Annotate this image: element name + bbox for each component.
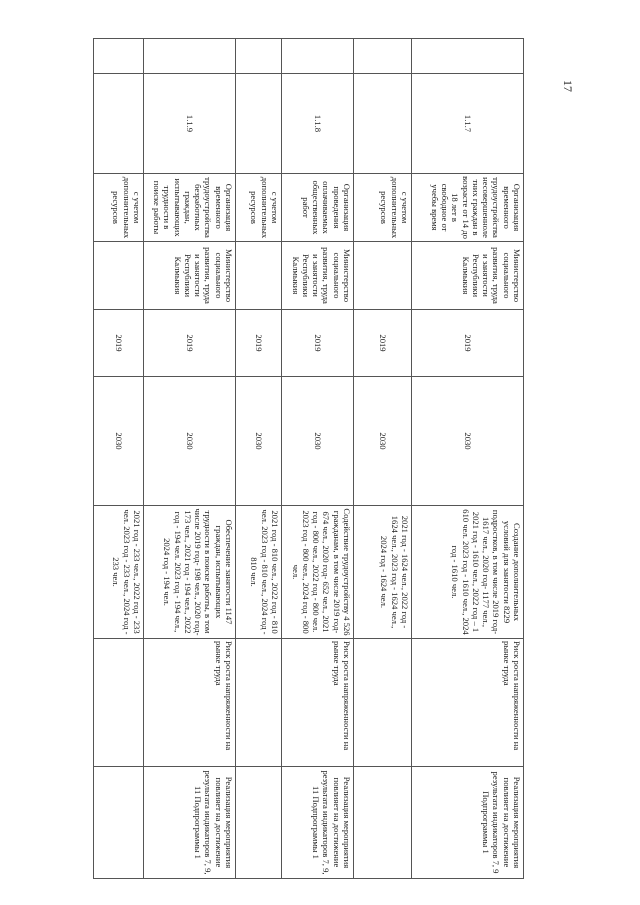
- table-row: [236, 39, 282, 879]
- measure-name: Организация временного трудоустройства безработных граждан, испытывающих трудности в поиске работы: [144, 174, 236, 242]
- rotated-table-container: [94, 38, 524, 878]
- expected-result: 2021 год - 810 чел., 2022 год - 810 чел. 2023 год - 810 чел., 2024 год - 810 чел.: [236, 506, 282, 639]
- measure-name: Организация временного трудоустройства несовершеннолетних граждан в возрасте от 14 до 18 лет в свободное от учебы время: [412, 174, 524, 242]
- impact: Реализация мероприятия повлияет на достижение результата индикаторов 7, 9, 11 Подпрограммы 1: [144, 767, 236, 879]
- impact: [236, 767, 282, 879]
- executor: [94, 242, 144, 310]
- impact: Реализация мероприятия повлияет на достижение результата индикаторов 7, 9, 11 Подпрограммы 1: [282, 767, 354, 879]
- table-row: [94, 39, 144, 879]
- measures-table: [93, 38, 524, 879]
- end-year: 2030: [144, 377, 236, 506]
- executor: Министерство социального развития, труда и занятости Республики Калмыкия: [282, 242, 354, 310]
- start-year: 2019: [282, 310, 354, 377]
- row-number: 1.1.8: [282, 74, 354, 174]
- table-row: [412, 39, 524, 879]
- start-year: 2019: [236, 310, 282, 377]
- empty-cell: [354, 39, 412, 74]
- row-number: 1.1.7: [412, 74, 524, 174]
- empty-cell: [94, 39, 144, 74]
- expected-result: 2021 год - 1624 чел., 2022 год - 1624 чел., 2023 год - 1624 чел., 2024 год - 1624 чел.: [354, 506, 412, 639]
- executor: [236, 242, 282, 310]
- impact: [354, 767, 412, 879]
- empty-cell: [236, 39, 282, 74]
- start-year: 2019: [144, 310, 236, 377]
- expected-result: Обеспечение занятости 1147 граждан, испытывающих трудности в поиске работы, в том числе 2019 год- 198 чел., 2020 год- 173 чел., 2021 год - 194 чел., 2022 год - 194 чел. 2023 год - 194 чел., 2024 год - 194 чел.: [144, 506, 236, 639]
- empty-cell: [412, 39, 524, 74]
- row-number: [354, 74, 412, 174]
- risk: [354, 639, 412, 767]
- measure-name: с учетом дополнительных ресурсов: [354, 174, 412, 242]
- start-year: 2019: [94, 310, 144, 377]
- end-year: 2030: [94, 377, 144, 506]
- empty-cell: [144, 39, 236, 74]
- page-number: 17: [561, 80, 575, 92]
- row-number: [236, 74, 282, 174]
- end-year: 2030: [282, 377, 354, 506]
- measure-name: Организация проведения оплачиваемых общественных работ: [282, 174, 354, 242]
- risk: [94, 639, 144, 767]
- executor: Министерство социального развития, труда и занятости Республики Калмыкия: [144, 242, 236, 310]
- risk: [236, 639, 282, 767]
- expected-result: 2021 год - 233 чел., 2022 год - 233 чел. 2023 год - 233 чел., 2024 год - 233 чел.: [94, 506, 144, 639]
- table-row: [282, 39, 354, 879]
- executor: Министерство социального развития, труда и занятости Республики Калмыкия: [412, 242, 524, 310]
- impact: [94, 767, 144, 879]
- end-year: 2030: [354, 377, 412, 506]
- table-row: [354, 39, 412, 879]
- start-year: 2019: [354, 310, 412, 377]
- empty-cell: [282, 39, 354, 74]
- expected-result: Создание дополнительных условий для занятости 8229 подростков, в том числе 2019 год- 1617 чел., 2020 год- 1177 чел., 2021 год - 1610 чел., 2022 год – 1 610 чел. 2023 год - 1610 чел., 2024 год - 1610 чел.: [412, 506, 524, 639]
- risk: Риск роста напряженности на рынке труда: [144, 639, 236, 767]
- table-row: [144, 39, 236, 879]
- impact: Реализация мероприятия повлияет на достижение результата индикаторов 7, 9 Подпрограммы 1: [412, 767, 524, 879]
- row-number: 1.1.9: [144, 74, 236, 174]
- row-number: [94, 74, 144, 174]
- end-year: 2030: [412, 377, 524, 506]
- executor: [354, 242, 412, 310]
- risk: Риск роста напряженности на рынке труда: [282, 639, 354, 767]
- end-year: 2030: [236, 377, 282, 506]
- expected-result: Содействие трудоустройству 4 526 гражданам, в том числе 2019 год- 674 чел., 2020 год- 652 чел., 2021 год - 800 чел., 2022 год - 800 чел. 2023 год - 800 чел., 2024 год - 800 чел.: [282, 506, 354, 639]
- risk: Риск роста напряженности на рынке труда: [412, 639, 524, 767]
- measure-name: с учетом дополнительных ресурсов: [94, 174, 144, 242]
- measure-name: с учетом дополнительных ресурсов: [236, 174, 282, 242]
- start-year: 2019: [412, 310, 524, 377]
